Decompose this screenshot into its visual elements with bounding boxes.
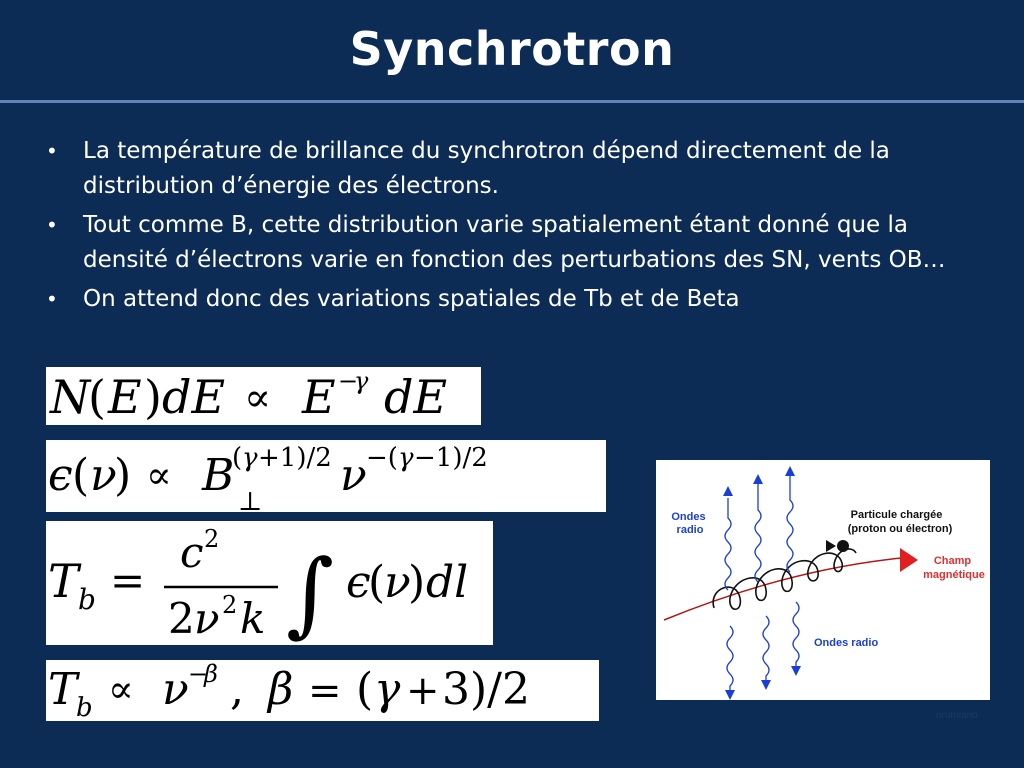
svg-text:(: ( [88,370,106,424]
label-particle-line1: Particule chargée [850,509,943,521]
bullet-icon: • [46,213,58,237]
svg-text:γ: γ [354,367,369,395]
bullet-text: On attend donc des variations spatiales de Tb et de Beta [83,286,740,312]
svg-text:ν: ν [194,594,220,643]
bullet-text: La température de brillance du synchrotron dépend directement de la distribution d’énergie des électrons. [83,138,890,199]
svg-text:k: k [240,594,266,643]
svg-text:ν: ν [384,557,411,608]
svg-text:(: ( [72,450,90,501]
svg-text:γ: γ [242,443,258,473]
svg-text:E: E [108,370,142,424]
arrow-down-icon [761,680,771,690]
radio-wave-icon [763,616,769,684]
svg-text:b: b [78,583,96,616]
bullet-text: Tout comme B, cette distribution varie spatialement étant donné que la densité d’électrons varie en fonction des perturbations des SN, vents OB… [83,212,946,273]
bullet-list [46,134,996,321]
arrow-up-icon [723,486,733,496]
label-magnetic-field [923,555,985,581]
radio-wave-icon [755,482,761,582]
svg-text:): ) [408,557,426,608]
svg-text:∝: ∝ [108,667,134,711]
svg-text:2: 2 [204,525,220,553]
svg-text:B: B [202,450,235,501]
svg-text:∝: ∝ [244,375,272,421]
charged-particle-icon [837,540,849,552]
label-radio-waves-top-line2: radio [676,524,704,536]
svg-text:−: − [188,660,209,688]
svg-text:c: c [180,528,204,577]
label-particle [848,509,953,535]
svg-text:(: ( [356,664,374,715]
svg-text:β: β [268,664,294,715]
svg-text:ν: ν [90,450,117,501]
svg-text:=: = [308,668,342,714]
svg-text:T: T [48,554,79,608]
equation-brightness-temperature [46,521,493,645]
radio-waves-top [725,474,793,590]
svg-text:dE: dE [384,370,448,424]
svg-text:2: 2 [222,591,238,619]
arrow-down-icon [791,666,801,676]
equation-spectral-index [46,660,599,721]
svg-text:−: − [338,367,359,395]
svg-text:∫: ∫ [286,540,334,645]
svg-text:ν: ν [340,450,367,501]
radio-wave-icon [787,474,793,572]
svg-text:ϵ: ϵ [346,557,371,608]
svg-text:dl: dl [426,557,469,608]
bullet-item [46,208,996,278]
label-magnetic-field-line1: Champ [933,555,972,567]
svg-text:E: E [302,370,336,424]
equation-emissivity [46,440,606,512]
label-particle-line2: (proton ou électron) [847,523,953,535]
svg-text:+1)/2: +1)/2 [258,443,332,473]
svg-text:+: + [406,668,440,714]
svg-text:dE: dE [162,370,226,424]
equation-energy-distribution [46,367,481,425]
svg-text:γ: γ [374,664,401,715]
svg-text:ν: ν [162,664,189,715]
bullet-item [46,134,996,204]
image-credit: nrumiano [936,710,978,721]
svg-text:β: β [204,660,218,688]
bullet-item [46,282,996,317]
svg-text:(: ( [368,557,386,608]
label-radio-waves-bottom: Ondes radio [814,637,879,649]
bullet-icon: • [46,139,58,163]
slide-title: Synchrotron [349,22,675,76]
svg-text:T: T [48,664,78,715]
svg-text:(: ( [232,443,243,473]
svg-text:−(: −( [366,443,398,473]
radio-wave-icon [725,498,731,590]
radio-wave-icon [793,602,799,670]
synchrotron-diagram [656,460,990,700]
title-divider [0,100,1024,103]
svg-text:−1)/2: −1)/2 [414,443,488,473]
svg-text:b: b [76,693,93,721]
label-radio-waves-top-line1: Ondes [671,511,706,523]
svg-text:,: , [230,664,244,715]
label-magnetic-field-line2: magnétique [923,569,985,581]
svg-text:2: 2 [168,594,195,643]
svg-text:=: = [110,556,146,605]
svg-text:N: N [50,370,91,424]
magnetic-field-arrow-icon [900,548,918,572]
svg-text:): ) [114,450,132,501]
svg-text:∝: ∝ [146,453,172,497]
svg-text:γ: γ [398,443,414,473]
arrow-up-icon [785,466,795,476]
arrow-down-icon [725,690,735,700]
svg-text:): ) [144,370,162,424]
particle-direction-arrow-icon [826,540,836,552]
svg-text:⊥: ⊥ [238,487,263,512]
radio-wave-icon [727,626,733,694]
label-radio-waves-top [671,511,708,536]
svg-text:3)/2: 3)/2 [442,664,530,715]
bullet-icon: • [46,287,58,311]
arrow-up-icon [753,474,763,484]
svg-text:ϵ: ϵ [48,450,73,501]
